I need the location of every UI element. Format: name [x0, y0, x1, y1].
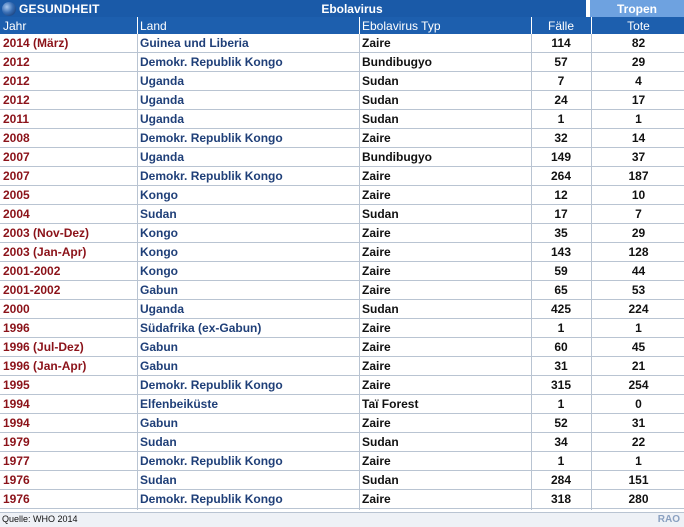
cases-cell: 65 — [554, 283, 568, 297]
year-cell: 2012 — [3, 74, 30, 88]
country-cell: Sudan — [140, 473, 177, 487]
table-row — [0, 471, 684, 490]
virus-type-cell: Sudan — [362, 93, 399, 107]
deaths-cell: 187 — [628, 169, 649, 183]
deaths-cell: 151 — [628, 473, 649, 487]
table-row — [0, 395, 684, 414]
year-cell: 1979 — [3, 435, 30, 449]
cases-cell: 35 — [554, 226, 568, 240]
country-cell: Uganda — [140, 93, 185, 107]
footer — [0, 512, 684, 527]
header-virus-type: Ebolavirus Typ — [362, 18, 441, 33]
cases-cell: 34 — [554, 435, 568, 449]
cases-cell: 1 — [557, 112, 565, 126]
deaths-cell: 21 — [631, 359, 646, 373]
deaths-cell: 53 — [631, 283, 646, 297]
table-row — [0, 110, 684, 129]
country-cell: Demokr. Republik Kongo — [140, 378, 283, 392]
cases-cell: 52 — [554, 416, 568, 430]
deaths-cell: 1 — [635, 454, 642, 468]
cases-cell: 17 — [554, 207, 568, 221]
header-divider — [591, 17, 592, 34]
deaths-cell: 37 — [631, 150, 646, 164]
deaths-cell: 45 — [631, 340, 646, 354]
deaths-cell: 128 — [628, 245, 649, 259]
table-header — [0, 17, 684, 34]
year-cell: 2014 (März) — [3, 36, 69, 50]
country-cell: Gabun — [140, 283, 178, 297]
year-cell: 2000 — [3, 302, 30, 316]
virus-type-cell: Zaire — [362, 378, 391, 392]
category-label: GESUNDHEIT — [19, 1, 100, 16]
virus-type-cell: Zaire — [362, 226, 391, 240]
year-cell: 1996 — [3, 321, 30, 335]
page-title: Ebolavirus — [118, 0, 586, 17]
virus-type-cell: Zaire — [362, 36, 391, 50]
deaths-cell: 1 — [635, 112, 642, 126]
country-cell: Demokr. Republik Kongo — [140, 55, 283, 69]
country-cell: Gabun — [140, 359, 178, 373]
year-cell: 2003 (Jan-Apr) — [3, 245, 87, 259]
virus-type-cell: Sudan — [362, 74, 399, 88]
globe-icon — [2, 2, 16, 16]
country-cell: Uganda — [140, 302, 185, 316]
country-cell: Uganda — [140, 150, 185, 164]
year-cell: 1994 — [3, 416, 30, 430]
cases-cell: 60 — [554, 340, 568, 354]
country-cell: Kongo — [140, 245, 178, 259]
cases-cell: 425 — [550, 302, 572, 316]
year-cell: 2003 (Nov-Dez) — [3, 226, 90, 240]
table-row — [0, 452, 684, 471]
cases-cell: 318 — [550, 492, 572, 506]
year-cell: 2012 — [3, 55, 30, 69]
table-row — [0, 262, 684, 281]
virus-type-cell: Zaire — [362, 416, 391, 430]
cases-cell: 149 — [550, 150, 572, 164]
table-row — [0, 281, 684, 300]
table-row — [0, 243, 684, 262]
deaths-cell: 0 — [635, 397, 642, 411]
year-cell: 2007 — [3, 169, 30, 183]
year-cell: 1995 — [3, 378, 30, 392]
virus-type-cell: Sudan — [362, 207, 399, 221]
cases-cell: 24 — [554, 93, 568, 107]
cases-cell: 12 — [554, 188, 568, 202]
year-cell: 2012 — [3, 93, 30, 107]
country-cell: Sudan — [140, 435, 177, 449]
category-tab[interactable] — [0, 0, 118, 17]
deaths-cell: 7 — [635, 207, 642, 221]
year-cell: 1996 (Jan-Apr) — [3, 359, 87, 373]
table-row — [0, 91, 684, 110]
deaths-cell: 44 — [631, 264, 646, 278]
table-row — [0, 224, 684, 243]
source-note: Quelle: WHO 2014 — [2, 514, 78, 524]
year-cell: 2011 — [3, 112, 30, 126]
cases-cell: 1 — [557, 397, 565, 411]
cases-cell: 1 — [557, 454, 565, 468]
virus-type-cell: Zaire — [362, 188, 391, 202]
deaths-cell: 254 — [628, 378, 649, 392]
deaths-cell: 22 — [631, 435, 646, 449]
virus-type-cell: Sudan — [362, 302, 399, 316]
cases-cell: 57 — [554, 55, 568, 69]
country-cell: Uganda — [140, 74, 185, 88]
table-row — [0, 338, 684, 357]
country-cell: Demokr. Republik Kongo — [140, 492, 283, 506]
header-year: Jahr — [3, 18, 27, 33]
year-cell: 1976 — [3, 492, 30, 506]
year-cell: 1996 (Jul-Dez) — [3, 340, 84, 354]
header-divider — [359, 17, 360, 34]
cases-cell: 284 — [550, 473, 572, 487]
cases-cell: 315 — [550, 378, 572, 392]
virus-type-cell: Bundibugyo — [362, 150, 432, 164]
cases-cell: 59 — [554, 264, 568, 278]
table-row — [0, 34, 684, 53]
virus-type-cell: Zaire — [362, 359, 391, 373]
virus-type-cell: Zaire — [362, 454, 391, 468]
virus-type-cell: Zaire — [362, 283, 391, 297]
cases-cell: 7 — [557, 74, 565, 88]
cases-cell: 114 — [551, 36, 571, 50]
header-cases: Fälle — [547, 18, 574, 33]
table-row — [0, 414, 684, 433]
deaths-cell: 4 — [635, 74, 642, 88]
table-row — [0, 186, 684, 205]
top-bar — [0, 0, 684, 17]
table-row — [0, 433, 684, 452]
year-cell: 2004 — [3, 207, 30, 221]
country-cell: Kongo — [140, 188, 178, 202]
year-cell: 2001-2002 — [3, 264, 61, 278]
header-country: Land — [140, 18, 167, 33]
country-cell: Uganda — [140, 112, 185, 126]
table-row — [0, 205, 684, 224]
virus-type-cell: Zaire — [362, 245, 391, 259]
year-cell: 2008 — [3, 131, 30, 145]
deaths-cell: 224 — [628, 302, 649, 316]
country-cell: Sudan — [140, 207, 177, 221]
cases-cell: 264 — [550, 169, 572, 183]
country-cell: Kongo — [140, 264, 178, 278]
virus-type-cell: Sudan — [362, 473, 399, 487]
country-cell: Südafrika (ex-Gabun) — [140, 321, 262, 335]
cases-cell: 32 — [554, 131, 568, 145]
deaths-cell: 280 — [628, 492, 649, 506]
country-cell: Demokr. Republik Kongo — [140, 131, 283, 145]
brand-logo: RAO — [657, 514, 680, 525]
deaths-cell: 17 — [631, 93, 646, 107]
cases-cell: 143 — [550, 245, 572, 259]
year-cell: 1994 — [3, 397, 30, 411]
year-cell: 2007 — [3, 150, 30, 164]
table-row — [0, 72, 684, 91]
virus-type-cell: Zaire — [362, 264, 391, 278]
virus-type-cell: Bundibugyo — [362, 55, 432, 69]
cases-cell: 31 — [554, 359, 568, 373]
country-cell: Gabun — [140, 340, 178, 354]
table-row — [0, 167, 684, 186]
deaths-cell: 10 — [631, 188, 646, 202]
tropen-tab[interactable]: Tropen — [590, 0, 684, 17]
year-cell: 1976 — [3, 473, 30, 487]
deaths-cell: 29 — [631, 226, 646, 240]
deaths-cell: 31 — [631, 416, 646, 430]
country-cell: Gabun — [140, 416, 178, 430]
table-row — [0, 148, 684, 167]
country-cell: Demokr. Republik Kongo — [140, 454, 283, 468]
deaths-cell: 29 — [631, 55, 646, 69]
table-row — [0, 300, 684, 319]
table-body — [0, 34, 684, 509]
country-cell: Kongo — [140, 226, 178, 240]
table-row — [0, 490, 684, 509]
virus-type-cell: Zaire — [362, 131, 391, 145]
table-row — [0, 129, 684, 148]
deaths-cell: 1 — [635, 321, 642, 335]
header-divider — [531, 17, 532, 34]
year-cell: 1977 — [3, 454, 30, 468]
country-cell: Elfenbeiküste — [140, 397, 219, 411]
virus-type-cell: Zaire — [362, 492, 391, 506]
table-row — [0, 53, 684, 72]
virus-type-cell: Taï Forest — [362, 397, 419, 411]
header-divider — [137, 17, 138, 34]
deaths-cell: 14 — [631, 131, 646, 145]
table-row — [0, 357, 684, 376]
year-cell: 2005 — [3, 188, 30, 202]
country-cell: Demokr. Republik Kongo — [140, 169, 283, 183]
header-deaths: Tote — [627, 18, 650, 33]
year-cell: 2001-2002 — [3, 283, 61, 297]
virus-type-cell: Sudan — [362, 435, 399, 449]
virus-type-cell: Zaire — [362, 169, 391, 183]
deaths-cell: 82 — [631, 36, 646, 50]
table-row — [0, 376, 684, 395]
virus-type-cell: Zaire — [362, 321, 391, 335]
table-row — [0, 319, 684, 338]
country-cell: Guinea und Liberia — [140, 36, 249, 50]
cases-cell: 1 — [557, 321, 565, 335]
virus-type-cell: Sudan — [362, 112, 399, 126]
virus-type-cell: Zaire — [362, 340, 391, 354]
